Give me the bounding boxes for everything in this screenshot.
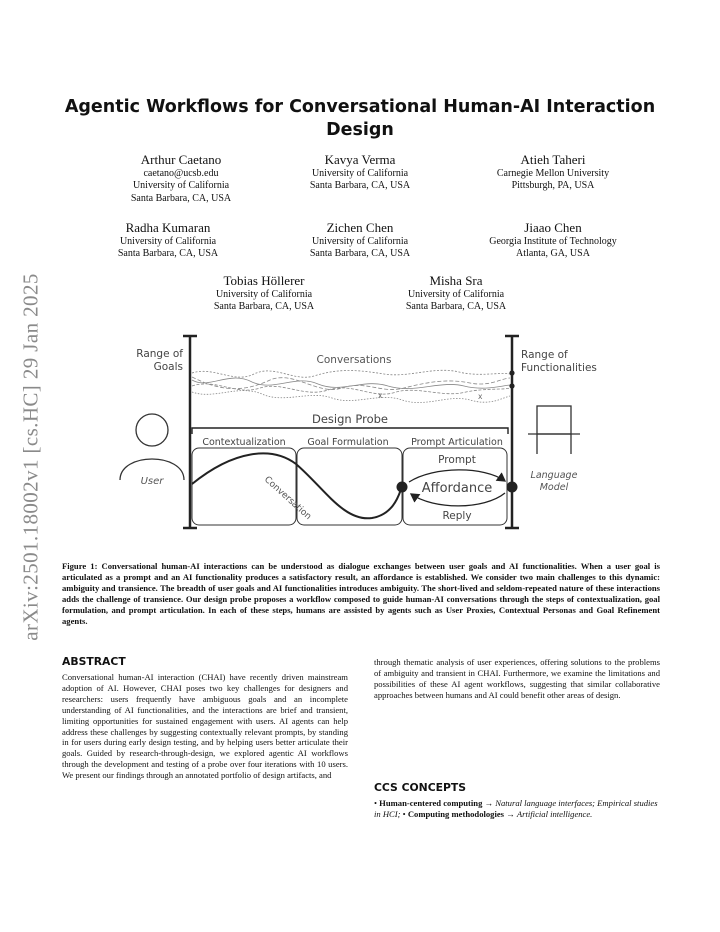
user-icon (120, 414, 184, 480)
language-model-label-2: Model (539, 482, 569, 493)
prompt-label: Prompt (438, 454, 476, 466)
author-block: Atieh Taheri Carnegie Mellon University Pittsburgh, PA, USA (458, 152, 648, 193)
author-block: Misha Sra University of California Santa Barbara, CA, USA (361, 273, 551, 314)
author-name: Tobias Höllerer (223, 273, 305, 288)
author-name: Atieh Taheri (520, 152, 586, 167)
abstract-right-column: through thematic analysis of user experiences, offering solutions to the problems of ambiguity and transient in CHAI. Furthermore, we examine the limitations and possibilities of these AI agent workflows, suggesting that similar collaborative approaches between humans and AI could benefit other areas of design. (374, 657, 660, 700)
figure-caption: Figure 1: Conversational human-AI interactions can be understood as dialogue exchanges between user goals and AI functionalities. When a user goal is articulated as a prompt and an AI functionality produces a satisfactory result, an affordance is established. We consider two main challenges to this dynamic: ambiguity and transience. The breadth of user goals and AI functionalities introduces ambiguity. The short-lived and seldom-repeated nature of these interactions adds the challenge of transience. Our design probe proposes a workflow composed to guide human-AI conversations through the steps of contextualization, goal formulation, and prompt articulation. In each of these steps, humans are assisted by agents such as User Proxies, Contextual Personas and Goal Refinement agents. (62, 561, 660, 626)
reply-label: Reply (442, 510, 472, 522)
ccs-term: Human-centered computing (379, 798, 483, 808)
language-model-label-1: Language (530, 470, 578, 481)
abstract-heading: ABSTRACT (62, 655, 126, 668)
range-goals-label-2: Goals (153, 361, 183, 373)
design-probe-label: Design Probe (312, 412, 388, 426)
author-block: Radha Kumaran University of California Santa Barbara, CA, USA (73, 220, 263, 261)
ccs-heading: CCS CONCEPTS (374, 781, 467, 794)
arxiv-watermark: arXiv:2501.18002v1 [cs.HC] 29 Jan 2025 (18, 273, 43, 641)
author-block: Kavya Verma University of California Santa Barbara, CA, USA (265, 152, 455, 193)
ccs-term: Computing methodologies (407, 808, 505, 819)
conversation-lines (192, 370, 510, 402)
conversations-label: Conversations (316, 354, 392, 366)
author-name: Arthur Caetano (140, 152, 222, 167)
range-goals-label-1: Range of (136, 348, 183, 360)
author-block: Jiaao Chen Georgia Institute of Technology Atlanta, GA, USA (458, 220, 648, 261)
author-block: Zichen Chen University of California Santa Barbara, CA, USA (265, 220, 455, 261)
ccs-subterm: Natural language interfaces; Empirical studies in HCI; (374, 798, 658, 819)
design-probe-bracket (192, 428, 508, 434)
user-label: User (140, 476, 164, 487)
reply-node (507, 482, 518, 493)
language-model-icon (528, 406, 580, 454)
author-name: Zichen Chen (326, 220, 394, 235)
author-name: Jiaao Chen (524, 220, 582, 235)
step-contextualization: Contextualization (202, 437, 286, 448)
ccs-subterm: Artificial intelligence. (516, 808, 593, 819)
author-block: Tobias Höllerer University of California Santa Barbara, CA, USA (169, 273, 359, 314)
step-prompt-articulation: Prompt Articulation (411, 437, 503, 448)
author-block: Arthur Caetano caetano@ucsb.edu University of California Santa Barbara, CA, USA (86, 152, 276, 205)
affordance-label: Affordance (421, 481, 493, 496)
range-func-label-1: Range of (521, 349, 568, 361)
failed-conversation-mark: x (478, 392, 483, 401)
range-func-label-2: Functionalities (521, 362, 597, 374)
author-name: Misha Sra (429, 273, 483, 288)
conversation-curve-label: Conversation (261, 474, 313, 523)
figure-1-diagram (104, 330, 612, 556)
failed-conversation-mark: x (378, 391, 383, 400)
author-name: Kavya Verma (324, 152, 396, 167)
functionality-dot (509, 370, 514, 375)
ccs-concepts: • Human-centered computing → Natural language interfaces; Empirical studies in HCI; • Computing methodologies → Artificial intelligence. (374, 798, 658, 819)
prompt-node (397, 482, 408, 493)
author-name: Radha Kumaran (125, 220, 211, 235)
goals-axis (183, 336, 197, 528)
abstract-left-column: Conversational human-AI interaction (CHAI) have recently driven mainstream adoption of AI. However, CHAI poses two key challenges for designers and researchers: users frequently have ambiguous goals and an incomplete understanding of AI functionalities, and the interactions are brief and transient, limiting opportunities for sustained engagement with users. AI agents can help address these challenges by suggesting contextually relevant prompts, by standing in for users during early design testing, and by helping users better articulate their goals. Guided by research-through-design, we explored agentic AI workflows through the development and testing of a probe over four iterations with 10 users. We present our findings through an annotated portfolio of design artifacts, and (62, 672, 348, 781)
step-goal-formulation: Goal Formulation (307, 437, 389, 448)
functionality-dot (509, 383, 514, 388)
paper-title: Agentic Workflows for Conversational Human-AI Interaction Design (64, 97, 656, 140)
